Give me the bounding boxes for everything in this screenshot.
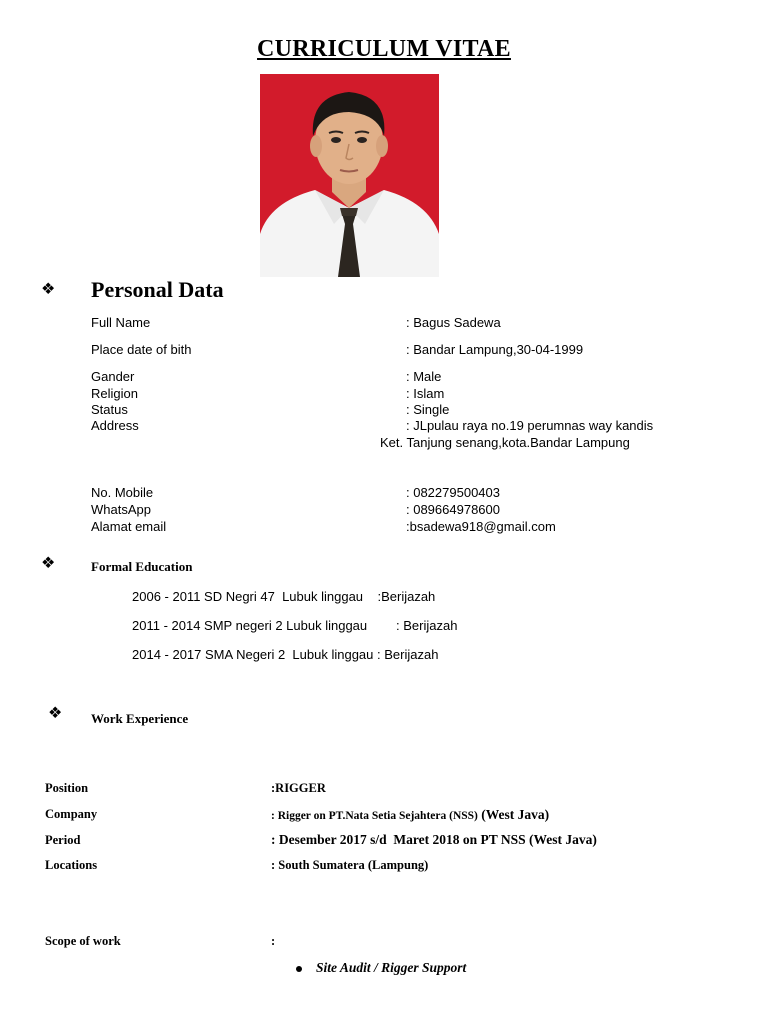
- period-value: : Desember 2017 s/d Maret 2018 on PT NSS (West Java): [271, 832, 597, 847]
- page-title: CURRICULUM VITAE: [257, 36, 511, 62]
- scope-item: Site Audit / Rigger Support: [316, 960, 467, 975]
- position-value: :RIGGER: [271, 781, 326, 795]
- status-label: Status: [91, 402, 128, 417]
- locations-value: : South Sumatera (Lampung): [271, 858, 429, 872]
- full-name-value: : Bagus Sadewa: [406, 315, 501, 330]
- full-name-label: Full Name: [91, 315, 151, 330]
- mobile-label: No. Mobile: [91, 485, 154, 500]
- profile-photo: [260, 74, 439, 277]
- diamond-bullet-icon: ❖: [48, 705, 63, 722]
- status-value: : Single: [406, 402, 450, 417]
- whatsapp-value: : 089664978600: [406, 502, 500, 517]
- scope-colon: :: [271, 934, 276, 948]
- birth-label: Place date of bith: [91, 342, 192, 357]
- company-label: Company: [45, 807, 98, 821]
- company-name: : Rigger on PT.Nata Setia Sejahtera (NSS): [271, 810, 478, 822]
- education-item: 2011 - 2014 SMP negeri 2 Lubuk linggau : Berijazah: [132, 618, 458, 633]
- whatsapp-label: WhatsApp: [91, 502, 151, 517]
- period-label: Period: [45, 833, 81, 847]
- formal-education-heading: Formal Education: [91, 559, 193, 574]
- position-label: Position: [45, 781, 89, 795]
- locations-label: Locations: [45, 858, 98, 872]
- bullet-dot-icon: [296, 966, 302, 972]
- email-label: Alamat email: [91, 519, 167, 534]
- gender-label: Gander: [91, 369, 135, 384]
- address-value: : JLpulau raya no.19 perumnas way kandis: [406, 418, 654, 433]
- mobile-value: : 082279500403: [406, 485, 500, 500]
- education-item: 2014 - 2017 SMA Negeri 2 Lubuk linggau : Berijazah: [132, 647, 439, 662]
- company-value: [271, 806, 549, 824]
- address-label: Address: [91, 418, 139, 433]
- address-line-2: Ket. Tanjung senang,kota.Bandar Lampung: [380, 435, 630, 450]
- personal-data-heading: Personal Data: [91, 277, 224, 302]
- birth-value: : Bandar Lampung,30-04-1999: [406, 342, 584, 357]
- diamond-bullet-icon: ❖: [41, 555, 56, 572]
- education-item: 2006 - 2011 SD Negri 47 Lubuk linggau :Berijazah: [132, 589, 436, 604]
- work-experience-heading: Work Experience: [91, 711, 189, 726]
- religion-label: Religion: [91, 386, 138, 401]
- email-value: :bsadewa918@gmail.com: [406, 519, 556, 534]
- gender-value: : Male: [406, 369, 442, 384]
- religion-value: : Islam: [406, 386, 445, 401]
- company-region: (West Java): [477, 807, 550, 822]
- profile-photo-illustration: [260, 74, 439, 277]
- diamond-bullet-icon: ❖: [41, 281, 56, 298]
- scope-label: Scope of work: [45, 934, 121, 948]
